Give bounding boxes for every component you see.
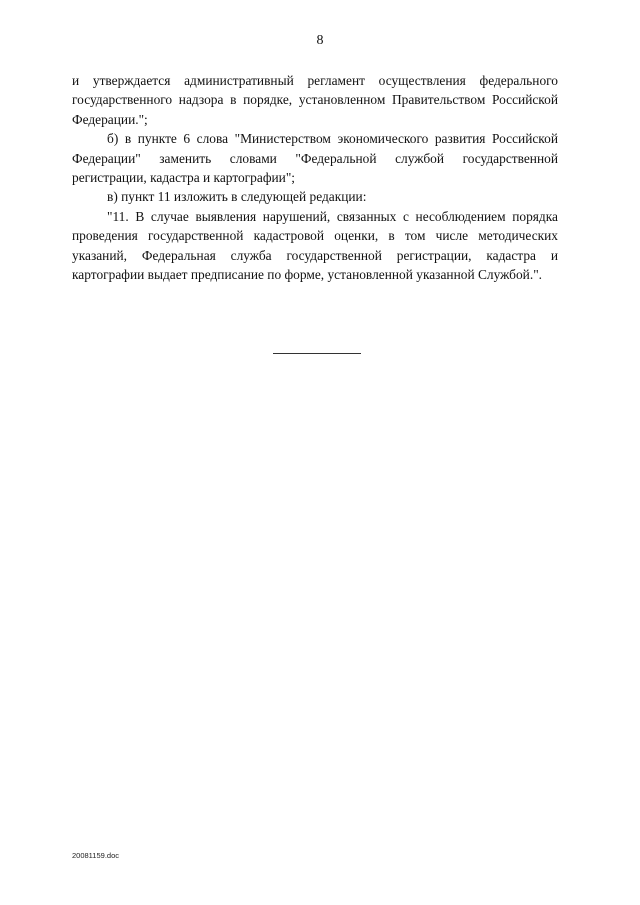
footer-doc-id: 20081159.doc: [72, 851, 119, 860]
paragraph-item-b: б) в пункте 6 слова "Министерством экономического развития Российской Федерации" заменить словами "Федеральной службой государственной регистрации, кадастра и картографии";: [72, 131, 558, 186]
paragraph-continuation: и утверждается административный регламент осуществления федерального государственного надзора в порядке, установленном Правительством Российской Федерации.";: [72, 73, 558, 127]
paragraph-point-11: "11. В случае выявления нарушений, связанных с несоблюдением порядка проведения государственной кадастровой оценки, в том числе методических указаний, Федеральная служба государственной регистрации, кадастра и картографии выдает предписание по форме, установленной указанной Службой.".: [72, 208, 558, 283]
paragraph-item-v: в) пункт 11 изложить в следующей редакции:: [107, 189, 367, 205]
document-body: [72, 71, 558, 284]
page-number: 8: [316, 33, 324, 48]
end-separator-line: [273, 353, 361, 354]
